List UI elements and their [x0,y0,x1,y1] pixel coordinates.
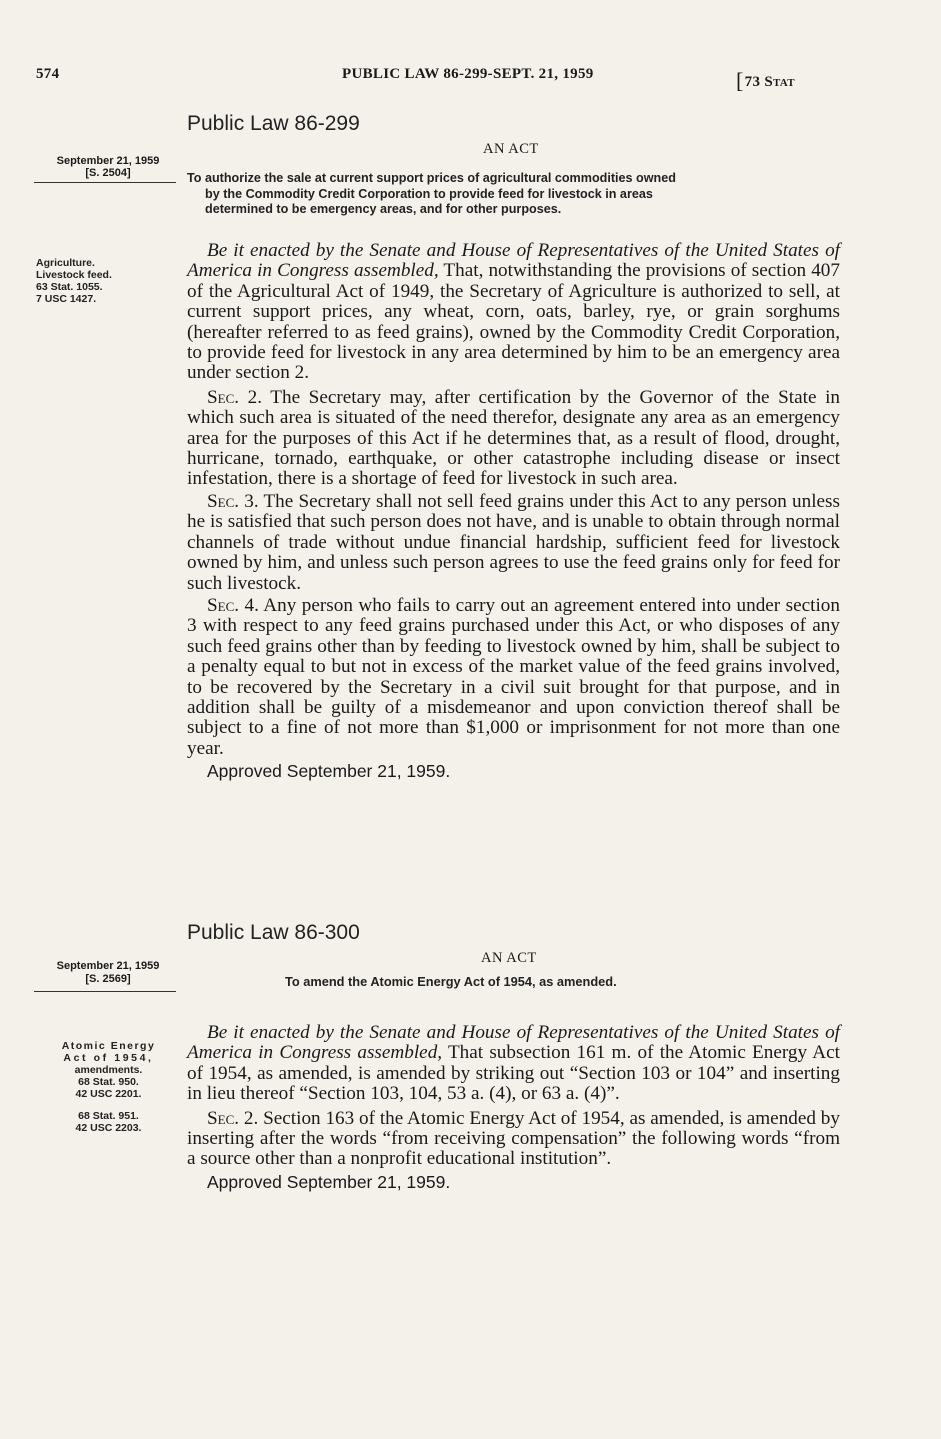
law2-body [187,1023,840,1192]
running-title: PUBLIC LAW 86-299-SEPT. 21, 1959 [342,66,594,82]
law2-margin-date: September 21, 1959 [56,960,160,972]
law2-margin-bill: [S. 2569] [85,973,131,985]
section-label: Sec. 2. [207,1107,259,1129]
law1-section-4 [187,596,840,759]
law1-body [187,241,840,782]
law2-margin-rule [34,991,176,992]
stat-number: 73 [744,74,761,90]
law2-approved: Approved September 21, 1959. [207,1171,451,1192]
law1-description [187,171,840,218]
law1-description-line: by the Commodity Credit Corporation to provide feed for livestock in areas [205,186,653,201]
section-label: Sec. 2. [207,386,263,408]
law1-margin-rule [34,182,176,183]
law2-margin-notes [36,1040,181,1134]
law1-margin-date: September 21, 1959 [56,155,160,167]
law1-description-line: To authorize the sale at current support prices of agricultural commodities owned [187,171,676,185]
stat-label: Stat [764,74,795,90]
law1-title: Public Law 86-299 [187,112,360,135]
margin-note: 63 Stat. 1055. [36,281,103,293]
law1-act-label: AN ACT [483,141,539,157]
margin-note: 68 Stat. 951. [78,1110,139,1122]
law2-section-1-text: That subsection 161 m. of the Atomic Energy Act of 1954, as amended, is amended by striking out “Section 103 or 104” and inserting in lieu thereof “Section 103, 104, 53 a. (4), or 63 a. (4)”. [187,1042,840,1105]
law1-description-line: determined to be emergency areas, and for other purposes. [205,202,562,216]
page-number: 574 [36,66,60,82]
law2-enacting-clause: Be it enacted by the Senate and House of Representatives of the United States of America in Congress assembled, [187,1022,840,1064]
margin-note: amendments. [74,1064,143,1076]
law1-section-3 [187,492,840,594]
section-label: Sec. 4. [207,594,259,616]
law1-section-1 [187,241,840,384]
law1-margin-notes [36,257,181,305]
stat-reference [736,66,795,92]
margin-note: 68 Stat. 950. [78,1076,139,1088]
law2-description: To amend the Atomic Energy Act of 1954, as amended. [285,974,617,989]
law2-title: Public Law 86-300 [187,921,360,944]
margin-note: Atomic Energy [61,1040,156,1052]
margin-note: Agriculture. [36,257,95,269]
law1-margin-bill: [S. 2504] [85,167,131,179]
law1-enacting-clause: Be it enacted by the Senate and House of Representatives of the United States of America in Congress assembled, [187,240,840,282]
margin-note: 42 USC 2203. [75,1122,142,1134]
law2-section-1 [187,1023,840,1105]
law2-act-label: AN ACT [481,950,537,966]
margin-note: 7 USC 1427. [36,293,97,305]
law1-section-4-text: Any person who fails to carry out an agreement entered into under section 3 with respect to any feed grains purchased under this Act, or who disposes of any such feed grains other than by feeding to livestock owned by him, shall be subject to a penalty equal to but not in excess of the market value of the feed grains involved, to be recovered by the Secretary in a civil suit brought for that purpose, and in addition shall be guilty of a misdemeanor and upon conviction thereof shall be subject to a fine of not more than $1,000 or imprisonment for not more than one year. [187,594,840,759]
margin-note: 42 USC 2201. [75,1088,142,1100]
law1-approved: Approved September 21, 1959. [207,761,451,782]
law1-section-1-text: That, notwithstanding the provisions of section 407 of the Agricultural Act of 1949, the Secretary of Agriculture is authorized to sell, at current support prices, any wheat, corn, oats, barley, rye, or grain sorghums (hereafter referred to as feed grains), owned by the Commodity Credit Corporation, to provide feed for livestock in any area determined by him to be an emergency area under section 2. [187,260,840,384]
margin-note: Act of 1954, [63,1052,154,1064]
law2-section-2 [187,1109,840,1170]
law1-section-2-text: The Secretary may, after certification by the Governor of the State in which such area is situated of the need therefor, designate any area as an emergency area for the purposes of this Act if he determines that, as a result of flood, drought, hurricane, tornado, earthquake, or other catastrophe including disease or insect infestation, there is a shortage of feed for livestock in such area. [187,386,840,490]
law1-section-2 [187,388,840,490]
margin-note: Livestock feed. [36,269,112,281]
section-label: Sec. 3. [207,490,259,512]
law1-section-3-text: The Secretary shall not sell feed grains under this Act to any person unless he is satisfied that such person does not have, and is unable to obtain through normal channels of trade without undue financial hardship, sufficient feed for livestock owned by him, and unless such person agrees to use the feed grains only for feed for such livestock. [187,490,840,594]
stat-bracket: [ [736,68,744,93]
law2-section-2-text: Section 163 of the Atomic Energy Act of 1954, as amended, is amended by inserting after the words “from receiving compensation” the following words “from a source other than a nonprofit educational institution”. [187,1107,840,1170]
